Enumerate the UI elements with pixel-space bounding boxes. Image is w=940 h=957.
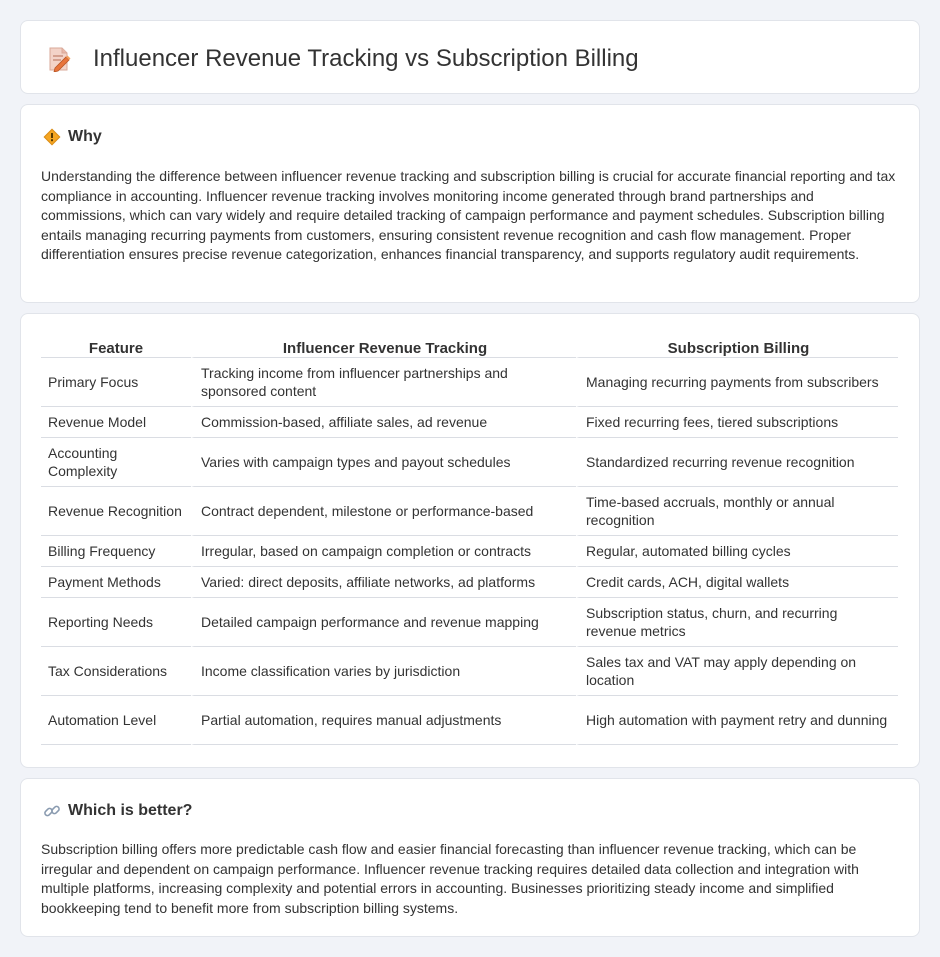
better-heading — [43, 802, 192, 820]
feature-cell: Revenue Recognition — [41, 487, 191, 536]
why-text: Understanding the difference between influencer revenue tracking and subscription billing is crucial for accurate financial reporting and tax compliance in accounting. Influencer revenue tracking involves monitoring income generated through brand partnerships and commissions, which can vary widely and require detailed tracking of campaign performance and payment schedules. Subscription billing entails managing recurring payments from customers, ensuring consistent revenue recognition and cash flow management. Proper differentiation ensures precise revenue categorization, enhances financial transparency, and supports regulatory audit requirements. — [41, 168, 896, 262]
table-row — [41, 487, 898, 536]
feature-cell: Payment Methods — [41, 567, 191, 598]
why-title: Why — [68, 128, 102, 145]
table-header-row — [41, 332, 898, 358]
table-row — [41, 358, 898, 407]
influencer-cell: Varied: direct deposits, affiliate networks, ad platforms — [191, 567, 576, 598]
influencer-cell: Partial automation, requires manual adjustments — [191, 696, 576, 745]
table-row — [41, 696, 898, 745]
subscription-cell: Credit cards, ACH, digital wallets — [576, 567, 898, 598]
influencer-cell: Irregular, based on campaign completion or contracts — [191, 536, 576, 567]
subscription-cell: Subscription status, churn, and recurring revenue metrics — [576, 598, 898, 647]
feature-cell: Primary Focus — [41, 358, 191, 407]
influencer-cell: Varies with campaign types and payout schedules — [191, 438, 576, 487]
header-subscription: Subscription Billing — [576, 332, 898, 358]
feature-cell: Tax Considerations — [41, 647, 191, 696]
table-row — [41, 407, 898, 438]
subscription-cell: High automation with payment retry and dunning — [576, 696, 898, 745]
header-influencer: Influencer Revenue Tracking — [191, 332, 576, 358]
table-row — [41, 598, 898, 647]
title-row — [47, 45, 639, 73]
influencer-cell: Commission-based, affiliate sales, ad revenue — [191, 407, 576, 438]
table-row — [41, 647, 898, 696]
subscription-cell: Managing recurring payments from subscribers — [576, 358, 898, 407]
diamond-sign-icon — [43, 128, 61, 146]
why-heading — [43, 128, 102, 146]
influencer-cell: Income classification varies by jurisdiction — [191, 647, 576, 696]
table-row — [41, 438, 898, 487]
which-better-section — [20, 778, 920, 937]
influencer-cell: Detailed campaign performance and revenue mapping — [191, 598, 576, 647]
why-section — [20, 104, 920, 303]
comparison-section — [20, 313, 920, 768]
influencer-cell: Contract dependent, milestone or performance-based — [191, 487, 576, 536]
subscription-cell: Fixed recurring fees, tiered subscriptions — [576, 407, 898, 438]
subscription-cell: Sales tax and VAT may apply depending on location — [576, 647, 898, 696]
feature-cell: Billing Frequency — [41, 536, 191, 567]
comparison-table — [41, 332, 898, 745]
better-text: Subscription billing offers more predictable cash flow and easier financial forecasting than influencer revenue tracking, which can be irregular and dependent on campaign performance. Influencer revenue tracking requires detailed data collection and integration with multiple platforms, increasing complexity and potential errors in accounting. Businesses prioritizing steady income and simplified bookkeeping tend to benefit more from subscription billing systems. — [41, 841, 859, 916]
link-icon — [43, 802, 61, 820]
subscription-cell: Standardized recurring revenue recognition — [576, 438, 898, 487]
header-feature: Feature — [41, 332, 191, 358]
better-title: Which is better? — [68, 802, 193, 819]
feature-cell: Automation Level — [41, 696, 191, 745]
page-title: Influencer Revenue Tracking vs Subscription Billing — [93, 45, 639, 72]
influencer-cell: Tracking income from influencer partnerships and sponsored content — [191, 358, 576, 407]
feature-cell: Reporting Needs — [41, 598, 191, 647]
document-pencil-icon — [47, 46, 71, 72]
feature-cell: Revenue Model — [41, 407, 191, 438]
subscription-cell: Regular, automated billing cycles — [576, 536, 898, 567]
table-row — [41, 536, 898, 567]
table-row — [41, 567, 898, 598]
header-card — [20, 20, 920, 94]
feature-cell: Accounting Complexity — [41, 438, 191, 487]
subscription-cell: Time-based accruals, monthly or annual recognition — [576, 487, 898, 536]
